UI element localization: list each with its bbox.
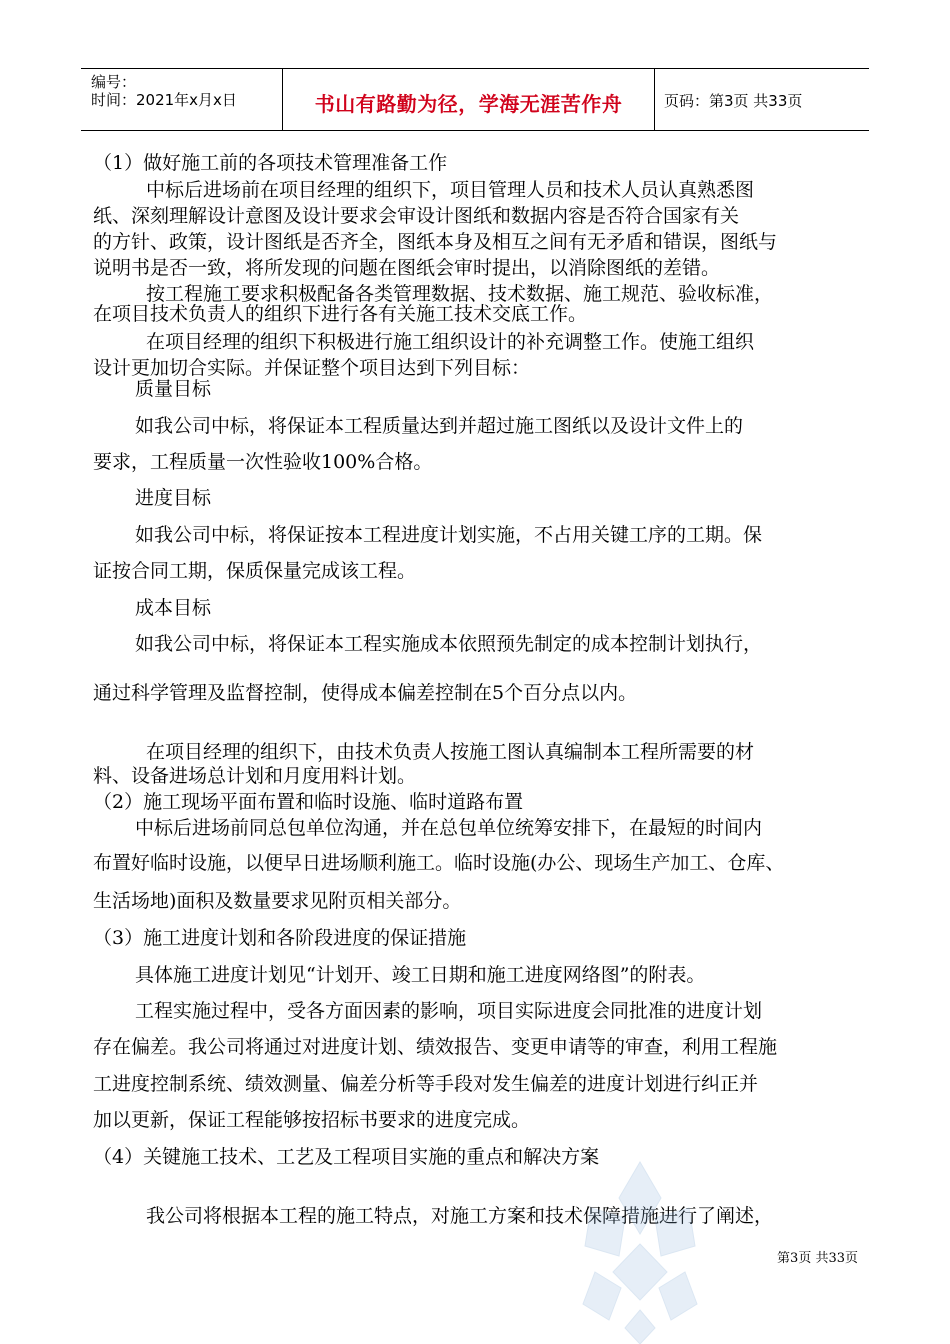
page-footer: 第3页 共33页 <box>777 1251 858 1266</box>
header-left-cell <box>81 69 281 130</box>
document-number-label: 编号： <box>91 73 137 91</box>
paragraph-line: 说明书是否一致，将所发现的问题在图纸会审时提出，以消除图纸的差错。 <box>93 257 721 279</box>
subheading-quality-target: 质量目标 <box>135 378 212 400</box>
paragraph-line: 中标后进场前同总包单位沟通，并在总包单位统筹安排下，在最短的时间内 <box>135 817 763 839</box>
paragraph-line: 如我公司中标，将保证按本工程进度计划实施，不占用关键工序的工期。保 <box>135 524 763 546</box>
paragraph-line: 在项目经理的组织下积极进行施工组织设计的补充调整工作。使施工组织 <box>146 331 755 353</box>
paragraph-line: 设计更加切合实际。并保证整个项目达到下列目标： <box>93 357 531 379</box>
snowflake-watermark-icon <box>575 1160 705 1344</box>
paragraph-line: 中标后进场前在项目经理的组织下，项目管理人员和技术人员认真熟悉图 <box>146 179 755 201</box>
paragraph-line: 按工程施工要求积极配备各类管理数据、技术数据、施工规范、验收标准， <box>146 283 774 305</box>
paragraph-line: 通过科学管理及监督控制，使得成本偏差控制在5个百分点以内。 <box>93 682 638 704</box>
paragraph-line: 工程实施过程中，受各方面因素的影响，项目实际进度会同批准的进度计划 <box>135 1000 763 1022</box>
paragraph-line: 要求，工程质量一次性验收100%合格。 <box>93 451 433 473</box>
paragraph-line: 生活场地)面积及数量要求见附页相关部分。 <box>93 890 462 912</box>
header-page-number: 页码：第3页 共33页 <box>664 92 803 110</box>
paragraph-line: 加以更新，保证工程能够按招标书要求的进度完成。 <box>93 1109 531 1131</box>
paragraph-line: 如我公司中标，将保证本工程质量达到并超过施工图纸以及设计文件上的 <box>135 415 744 437</box>
header-motto-cell <box>282 69 655 130</box>
paragraph-line: 证按合同工期，保质保量完成该工程。 <box>93 560 417 582</box>
paragraph-line: 在项目经理的组织下，由技术负责人按施工图认真编制本工程所需要的材 <box>146 741 755 763</box>
subheading-schedule-target: 进度目标 <box>135 487 212 509</box>
paragraph-line: 布置好临时设施，以便早日进场顺利施工。临时设施(办公、现场生产加工、仓库、 <box>93 852 785 874</box>
page-header <box>81 68 869 131</box>
paragraph-line: 料、设备进场总计划和月度用料计划。 <box>93 765 417 787</box>
paragraph-line: 纸、深刻理解设计意图及设计要求会审设计图纸和数据内容是否符合国家有关 <box>93 205 740 227</box>
paragraph-line: 工进度控制系统、绩效测量、偏差分析等手段对发生偏差的进度计划进行纠正并 <box>93 1073 759 1095</box>
paragraph-line: 如我公司中标，将保证本工程实施成本依照预先制定的成本控制计划执行， <box>135 633 763 655</box>
paragraph-line: 具体施工进度计划见“计划开、竣工日期和施工进度网络图”的附表。 <box>135 964 706 986</box>
document-date: 时间：2021年x月x日 <box>91 91 237 109</box>
paragraph-line: 在项目技术负责人的组织下进行各有关施工技术交底工作。 <box>93 303 588 325</box>
paragraph-line: 存在偏差。我公司将通过对进度计划、绩效报告、变更申请等的审查，利用工程施 <box>93 1036 778 1058</box>
header-motto: 书山有路勤为径，学海无涯苦作舟 <box>314 92 623 116</box>
paragraph-line: 我公司将根据本工程的施工特点，对施工方案和技术保障措施进行了阐述， <box>146 1205 774 1227</box>
section-heading-1: （1）做好施工前的各项技术管理准备工作 <box>93 152 448 174</box>
subheading-cost-target: 成本目标 <box>135 597 212 619</box>
section-heading-3: （3）施工进度计划和各阶段进度的保证措施 <box>93 927 467 949</box>
section-heading-2: （2）施工现场平面布置和临时设施、临时道路布置 <box>93 791 524 813</box>
header-page-cell <box>654 69 869 130</box>
section-heading-4: （4）关键施工技术、工艺及工程项目实施的重点和解决方案 <box>93 1146 600 1168</box>
paragraph-line: 的方针、政策，设计图纸是否齐全，图纸本身及相互之间有无矛盾和错误，图纸与 <box>93 231 778 253</box>
